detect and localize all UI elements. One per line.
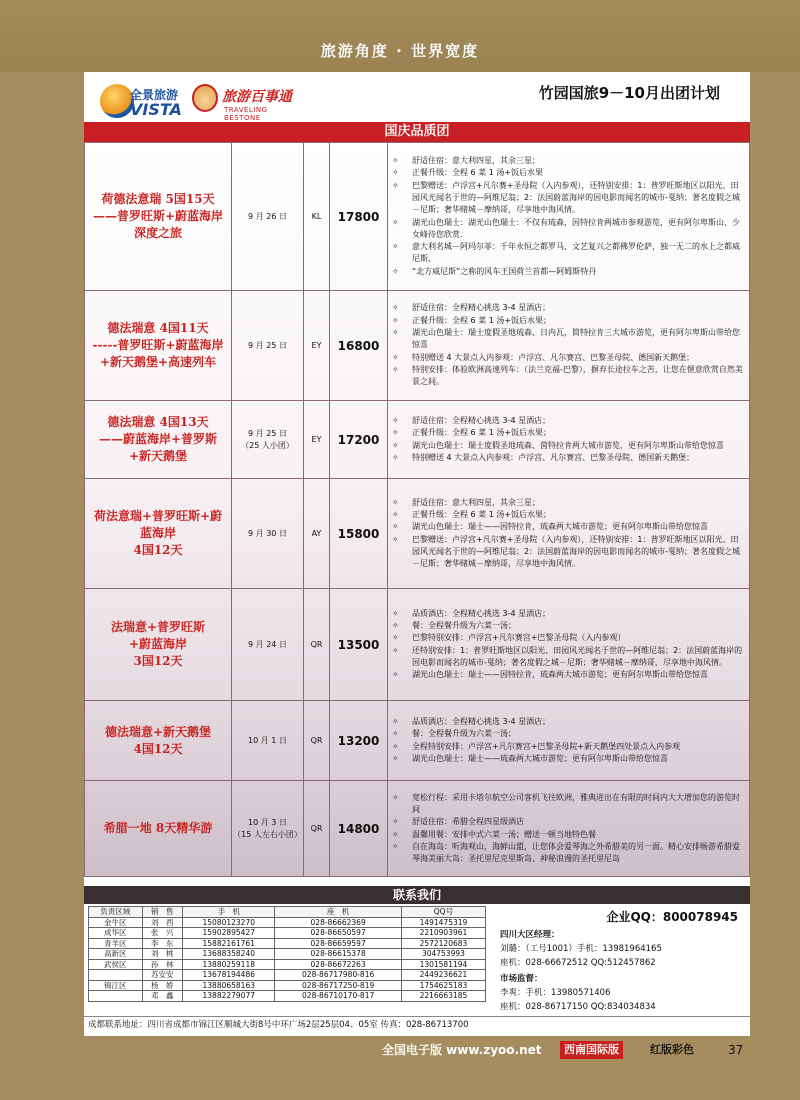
company-qq [606,908,738,925]
contact-row [89,949,486,960]
vista-logo-en: VISTA [130,100,182,119]
contact-cell: 2216663185 [401,991,485,1002]
tour-name-line: 4国12天 [133,543,183,557]
footer-site: 全国电子版 www.zyoo.net [382,1043,542,1057]
tour-name-line: 蓝海岸 [139,526,176,540]
tour-date [232,701,304,781]
tour-date-line: 10 月 3 日 [248,817,287,827]
contact-cell: 李 东 [142,938,183,949]
tour-detail-item: ✧ 湖光山色瑞士：瑞士度假圣地琉森、茵特拉肯两大城市游览，更有阿尔卑斯山带给您惊喜 [390,440,745,452]
tour-name [85,143,232,291]
tour-detail-item: ✧ 宽松行程：采用卡塔尔航空公司客机飞往欧洲，雅典进出在有限的时间内大大增加您的游览时间 [390,792,745,817]
tour-name-line: 德法瑞意+新天鹅堡 [104,724,212,739]
market-heading: 市场监督： [500,974,543,984]
tour-detail-item: ✧ 全程特别安排：卢浮宫+凡尔赛宫+巴黎圣母院+新天鹅堡四处景点入内参观 [390,741,745,753]
mascot-icon [192,84,218,112]
tour-name-line: +蔚蓝海岸 [128,637,188,651]
tour-name [85,589,232,701]
contact-cell: 杨 娇 [142,980,183,991]
tour-date [232,781,304,877]
contact-row [89,959,486,970]
tour-date-line: 10 月 1 日 [248,735,287,745]
tour-name-line: 希腊一地 8天精华游 [103,821,213,835]
contact-cell: 15080123270 [183,917,275,928]
tour-date-line: （25 人小团） [241,440,294,450]
footer-bar [382,1040,752,1060]
tour-details [388,781,750,877]
contact-cell: 028-86615378 [275,949,401,960]
tour-detail-item: ✧ 巴黎赠送：卢浮宫+凡尔赛+圣母院（入内参观），还特别安排：1：普罗旺斯地区以阳光、田园风光闻名于世的—阿维尼翁；2：法国蔚蓝海岸的因电影而闻名的城市-戛纳；著名度假之城－尼斯；奢华赌城－摩纳哥，尽享地中海风情。 [390,534,745,571]
tour-airline: QR [304,781,330,877]
tour-row [85,291,750,401]
tour-date [232,143,304,291]
tour-airline: EY [304,401,330,479]
contact-cell: 1301581194 [401,959,485,970]
contact-cell [89,991,143,1002]
contact-cell: 邓 鑫 [142,991,183,1002]
tour-name [85,291,232,401]
tour-detail-item: ✧ 自在海岛：听海观山，海鲜山盟，让您体会爱琴海之外希腊美的另一面。精心安排畅游希腊爱琴海美丽大岛：圣托里尼克里斯岛、神秘浪漫的圣托里尼岛 [390,841,745,866]
vista-globe-icon [100,84,134,118]
tour-airline: AY [304,479,330,589]
contact-cell: 1491475319 [401,917,485,928]
tour-details [388,701,750,781]
tour-detail-item: ✧ “北方威尼斯”之称的风车王国荷兰首都—阿姆斯特丹 [390,266,745,278]
tour-price: 13200 [330,701,388,781]
tour-detail-item: ✧ 意大利名城－阿玛尔菲：千年永恒之都罗马、文艺复兴之都佛罗伦萨，独一无二的水上之都威尼斯、 [390,241,745,266]
contact-cell: 刘 桃 [142,949,183,960]
contact-cell: 孙 林 [142,959,183,970]
contact-cell: 13880658163 [183,980,275,991]
tour-detail-item: ✧ 品质酒店：全程精心挑选 3-4 星酒店； [390,716,745,728]
tour-name [85,401,232,479]
tour-date-line: 9 月 30 日 [248,528,287,538]
tour-detail-item: ✧ 正餐升级：全程 6 菜 1 汤+饭后水果； [390,315,745,327]
contact-row [89,928,486,939]
tour-date-line: 9 月 25 日 [248,340,287,350]
tour-name-line: 荷德法意瑞 5国15天 [101,192,215,206]
tour-row [85,479,750,589]
tour-airline: QR [304,701,330,781]
tour-detail-item: ✧ 湖光山色瑞士：瑞士——因特拉肯，琉森两大城市游览；更有阿尔卑斯山带给您惊喜 [390,521,745,533]
manager-line: 刘璐：（工号1001）手机：13981964165 [500,944,662,954]
tour-airline: EY [304,291,330,401]
contact-cell: 028-86710170-817 [275,991,401,1002]
tour-detail-item: ✧ 特别赠送 4 大景点入内参观：卢浮宫、凡尔赛宫、巴黎圣母院、德国新天鹅堡； [390,352,745,364]
tour-name-line: 荷法意瑞+普罗旺斯+蔚 [93,509,223,523]
tour-details [388,143,750,291]
tour-date-line: （15 人左右小团） [233,829,302,839]
tour-name-line: -----普罗旺斯+蔚蓝海岸 [92,338,224,352]
contact-cell: 13880259118 [183,959,275,970]
tour-row [85,781,750,877]
tour-price: 13500 [330,589,388,701]
tour-date-line: 9 月 26 日 [248,211,287,221]
contact-cell: 刘 西 [142,917,183,928]
tour-table [84,142,750,877]
tour-price: 15800 [330,479,388,589]
contact-cell: 2449236621 [401,970,485,981]
contact-cell: 13678194486 [183,970,275,981]
logo-row [84,72,750,122]
supervisor-phone-line: 座机：028-86717150 QQ:834034834 [500,1002,656,1012]
contact-cell: 1754625183 [401,980,485,991]
tour-date-line: 9 月 24 日 [248,639,287,649]
tour-date [232,589,304,701]
tour-date [232,479,304,589]
contact-cell: 武侯区 [89,959,143,970]
tour-name-line: 3国12天 [133,654,183,668]
footer-edition-tag: 西南国际版 [560,1041,623,1059]
tour-detail-item: ✧ 还特别安排：1：普罗旺斯地区以阳光、田园风光闻名于世的—阿维尼翁；2：法国蔚蓝海岸的因电影而闻名的城市-戛纳；著名度假之城－尼斯；奢华赌城－摩纳哥，尽享地中海风情。 [390,645,745,670]
vista-logo-cn: 全景旅游 [130,88,179,102]
tour-date-line: 9 月 25 日 [248,428,287,438]
contact-cell: 高新区 [89,949,143,960]
contact-column-header: 销 售 [142,907,183,918]
tour-detail-item: ✧ 特别赠送 4 大景点入内参观：卢浮宫、凡尔赛宫、巴黎圣母院、德国新天鹅堡； [390,452,745,464]
contact-cell: 13688358240 [183,949,275,960]
tour-price: 16800 [330,291,388,401]
tour-name-line: 4国12天 [133,741,183,756]
tour-detail-item: ✧ 湖光山色瑞士：瑞士——因特拉肯，琉森两大城市游览；更有阿尔卑斯山带给您惊喜 [390,669,745,681]
tour-detail-item: ✧ 餐：全程餐升级为六菜一汤； [390,620,745,632]
contact-cell: 028-86650597 [275,928,401,939]
tour-name-line: +新天鹅堡 [128,449,188,463]
tour-detail-item: ✧ 舒适住宿：希腊全程四星级酒店 [390,816,745,828]
contact-cell [89,970,143,981]
tour-name [85,781,232,877]
address: 成都联系地址：四川省成都市锦江区顺城大街8号中环广场2层25层04、05室 传真：028-86713700 [84,1016,750,1032]
contact-cell: 028-86662369 [275,917,401,928]
top-band [0,0,800,72]
region-contacts [494,906,744,1016]
tour-detail-item: ✧ 餐：全程餐升级为六菜一汤； [390,728,745,740]
tour-row [85,401,750,479]
tour-detail-item: ✧ 品质酒店：全程精心挑选 3-4 星酒店； [390,608,745,620]
contact-cell: 304753993 [401,949,485,960]
contact-cell: 15882161761 [183,938,275,949]
contact-cell: 028-86717980-816 [275,970,401,981]
manager-phone-line: 座机：028-66672512 QQ:512457862 [500,958,656,968]
vista-logo [100,82,200,120]
tour-detail-item: ✧ 舒适住宿：全程精心挑选 3-4 星酒店； [390,302,745,314]
contact-cell: 成华区 [89,928,143,939]
sichuan-manager-heading: 四川大区经理： [500,930,560,940]
tour-details [388,291,750,401]
tour-name-line: 法瑞意+普罗旺斯 [110,620,206,634]
tour-details [388,401,750,479]
tour-name-line: ——蔚蓝海岸+普罗斯 [98,432,218,446]
qq-value: 800078945 [662,910,738,924]
tour-date [232,291,304,401]
contact-row [89,980,486,991]
tour-name-line: +新天鹅堡+高速列车 [99,355,217,369]
qq-label: 企业QQ： [606,910,663,924]
page-number: 37 [728,1043,744,1057]
page-sheet [84,72,750,1036]
contact-cell: 苏安安 [142,970,183,981]
slogan: 旅游角度 · 世界宽度 [320,42,480,60]
tour-row [85,143,750,291]
tour-date [232,401,304,479]
tour-detail-item: ✧ 湖光山色瑞士：瑞士——琉森两大城市游览；更有阿尔卑斯山带给您惊喜 [390,753,745,765]
tour-row [85,701,750,781]
contact-cell: 028-86672263 [275,959,401,970]
contact-row [89,938,486,949]
contact-column-header: QQ号 [401,907,485,918]
tour-row [85,589,750,701]
tour-detail-item: ✧ 正餐升级：全程 6 菜 1 汤+饭后水果； [390,427,745,439]
contact-cell: 锦江区 [89,980,143,991]
tour-airline: KL [304,143,330,291]
tour-name [85,479,232,589]
tour-detail-item: ✧ 舒适住宿：意大利四星，其余三星； [390,155,745,167]
tour-detail-item: ✧ 湖光山色瑞士：瑞士度假圣地琉森、日内瓦，简特拉肯三大城市游览，更有阿尔卑斯山带给您惊喜 [390,327,745,352]
tour-price: 14800 [330,781,388,877]
tour-detail-item: ✧ 正餐升级：全程 6 菜 1 汤+饭后水果； [390,509,745,521]
tour-name-line: 深度之旅 [133,226,182,240]
tour-name-line: ——普罗旺斯+蔚蓝海岸 [92,209,224,223]
tour-detail-item: ✧ 湖光山色瑞士：湖光山色瑞士：不仅有琉森，因特拉肯两城市参观游览，更有阿尔卑斯山、少女峰待您欣赏. [390,217,745,242]
contact-cell: 028-86717250-819 [275,980,401,991]
contact-row [89,970,486,981]
contact-column-header: 座 机 [275,907,401,918]
contact-cell: 金牛区 [89,917,143,928]
tour-name-line: 德法瑞意 4国11天 [107,321,209,335]
contact-table [88,906,486,1002]
tour-detail-item: ✧ 舒适住宿：全程精心挑选 3-4 星酒店； [390,415,745,427]
footer-section: 红版彩色 [650,1043,694,1056]
contact-cell: 028-86659597 [275,938,401,949]
supervisor-line: 李爽：手机：13980571406 [500,988,611,998]
tour-details [388,479,750,589]
contact-cell: 13882279077 [183,991,275,1002]
tour-name-line: 德法瑞意 4国13天 [107,415,209,429]
contact-title: 联系我们 [84,886,750,904]
tour-detail-item: ✧ 巴黎特别安排：卢浮宫+凡尔赛宫+巴黎圣母院（入内参观） [390,632,745,644]
tour-price: 17800 [330,143,388,291]
contact-cell: 张 兴 [142,928,183,939]
contact-cell: 2210903961 [401,928,485,939]
tour-detail-item: ✧ 特别安排：体验欧洲高速列车：（法兰克福-巴黎），摒弃长途拉车之苦，让您在惬意欣赏自然美景之间。 [390,364,745,389]
bestone-logo-en: TRAVELING BESTONE [224,106,268,122]
tour-airline: QR [304,589,330,701]
tour-detail-item: ✧ 正餐升级：全程 6 菜 1 汤+饭后水果 [390,167,745,179]
page-title: 竹园国旅9－10月出团计划 [538,84,720,102]
bestone-logo-cn: 旅游百事通 [222,89,292,105]
tour-detail-item: ✧ 温馨用餐：安排中式六菜一汤；赠送一顿当地特色餐 [390,829,745,841]
footer [0,1036,800,1060]
contact-cell: 15902895427 [183,928,275,939]
contact-row [89,917,486,928]
tour-detail-item: ✧ 巴黎赠送：卢浮宫+凡尔赛+圣母院（入内参观），还特别安排：1：普罗旺斯地区以阳光、田园风光闻名于世的—阿维尼翁；2：法国蔚蓝海岸的因电影而闻名的城市-戛纳；著名度假之城－尼斯；奢华赌城－摩纳哥，尽享地中海风情。 [390,180,745,217]
contact-cell: 青羊区 [89,938,143,949]
contact-column-header: 手 机 [183,907,275,918]
contact-row [89,991,486,1002]
bestone-logo [192,82,302,120]
contact-cell: 2572120683 [401,938,485,949]
tour-name [85,701,232,781]
tour-detail-item: ✧ 舒适住宿：意大利四星，其余三星； [390,497,745,509]
tour-details [388,589,750,701]
contact-column-header: 负责区域 [89,907,143,918]
section-title: 国庆品质团 [84,122,750,142]
tour-price: 17200 [330,401,388,479]
